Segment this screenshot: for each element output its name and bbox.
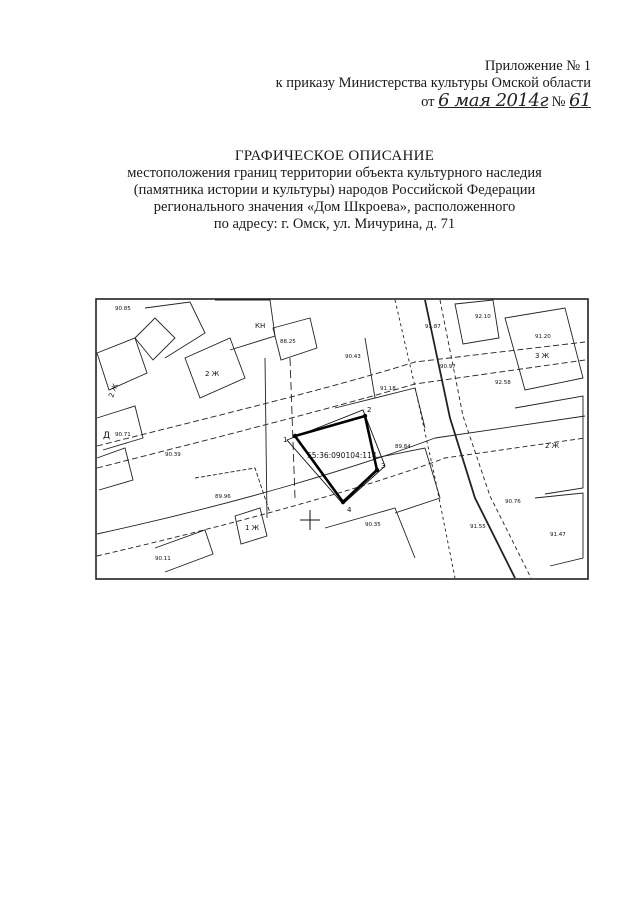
boundary-point [341,500,345,504]
order-date-line [276,92,591,111]
elevation-mark: 89.96 [215,494,231,500]
title-line-4: по адресу: г. Омск, ул. Мичурина, д. 71 [213,216,456,232]
cadastral-map [95,298,589,580]
elevation-mark: 91.20 [535,334,551,340]
date-prefix: от [421,94,435,110]
elevation-mark: 90.35 [365,522,381,528]
handwritten-order-number: 61 [569,90,591,111]
number-label: № [551,94,566,110]
building-label: 1 Ж [245,524,260,532]
title-line-1: местоположения границ территории объекта культурного наследия [127,165,542,181]
point-label: 2 [367,406,372,414]
elevation-mark: 91.47 [550,532,566,538]
order-reference: к приказу Министерства культуры Омской области [275,75,591,91]
building-label: 2 Ж [107,382,120,399]
elevation-mark: 90.11 [155,556,171,562]
building-label: 2 Ж [545,442,560,450]
appendix-header [276,58,591,111]
appendix-number: Приложение № 1 [484,58,591,74]
document-title: ГРАФИЧЕСКОЕ ОПИСАНИЕ [234,148,435,164]
document-title-block [0,148,639,233]
boundary-point [375,468,379,472]
handwritten-date: 6 мая 2014г [438,90,548,111]
point-label: 4 [347,506,352,514]
elevation-mark: 90.97 [440,364,456,370]
building-label: 3 Ж [535,352,550,360]
title-line-3: регионального значения «Дом Шкроева», расположенного [153,199,516,215]
cadastral-number: 55:36:090104:114 [307,451,377,460]
map-frame [96,299,588,579]
boundary-point [293,434,297,438]
elevation-mark: 90.43 [345,354,361,360]
title-line-2: (памятника истории и культуры) народов Российской Федерации [133,182,536,198]
elevation-mark: 89.84 [395,444,411,450]
elevation-mark: 91.55 [470,524,486,530]
elevation-mark: 88.25 [280,339,296,345]
point-label: 3 [381,462,386,470]
elevation-mark: 90.71 [115,432,131,438]
elevation-mark: 90.85 [115,306,131,312]
point-label: 1 [283,436,288,444]
boundary-point [363,414,367,418]
elevation-mark: 91.87 [425,324,441,330]
building-label: Д [103,431,111,441]
cadastral-map-drawing [95,298,589,580]
elevation-mark: 90.76 [505,499,521,505]
elevation-mark: 91.18 [380,386,396,392]
elevation-mark: 92.10 [475,314,491,320]
building-label: КН [255,322,266,330]
elevation-mark: 92.58 [495,380,511,386]
elevation-mark: 90.39 [165,452,181,458]
building-label: 2 Ж [205,370,220,378]
